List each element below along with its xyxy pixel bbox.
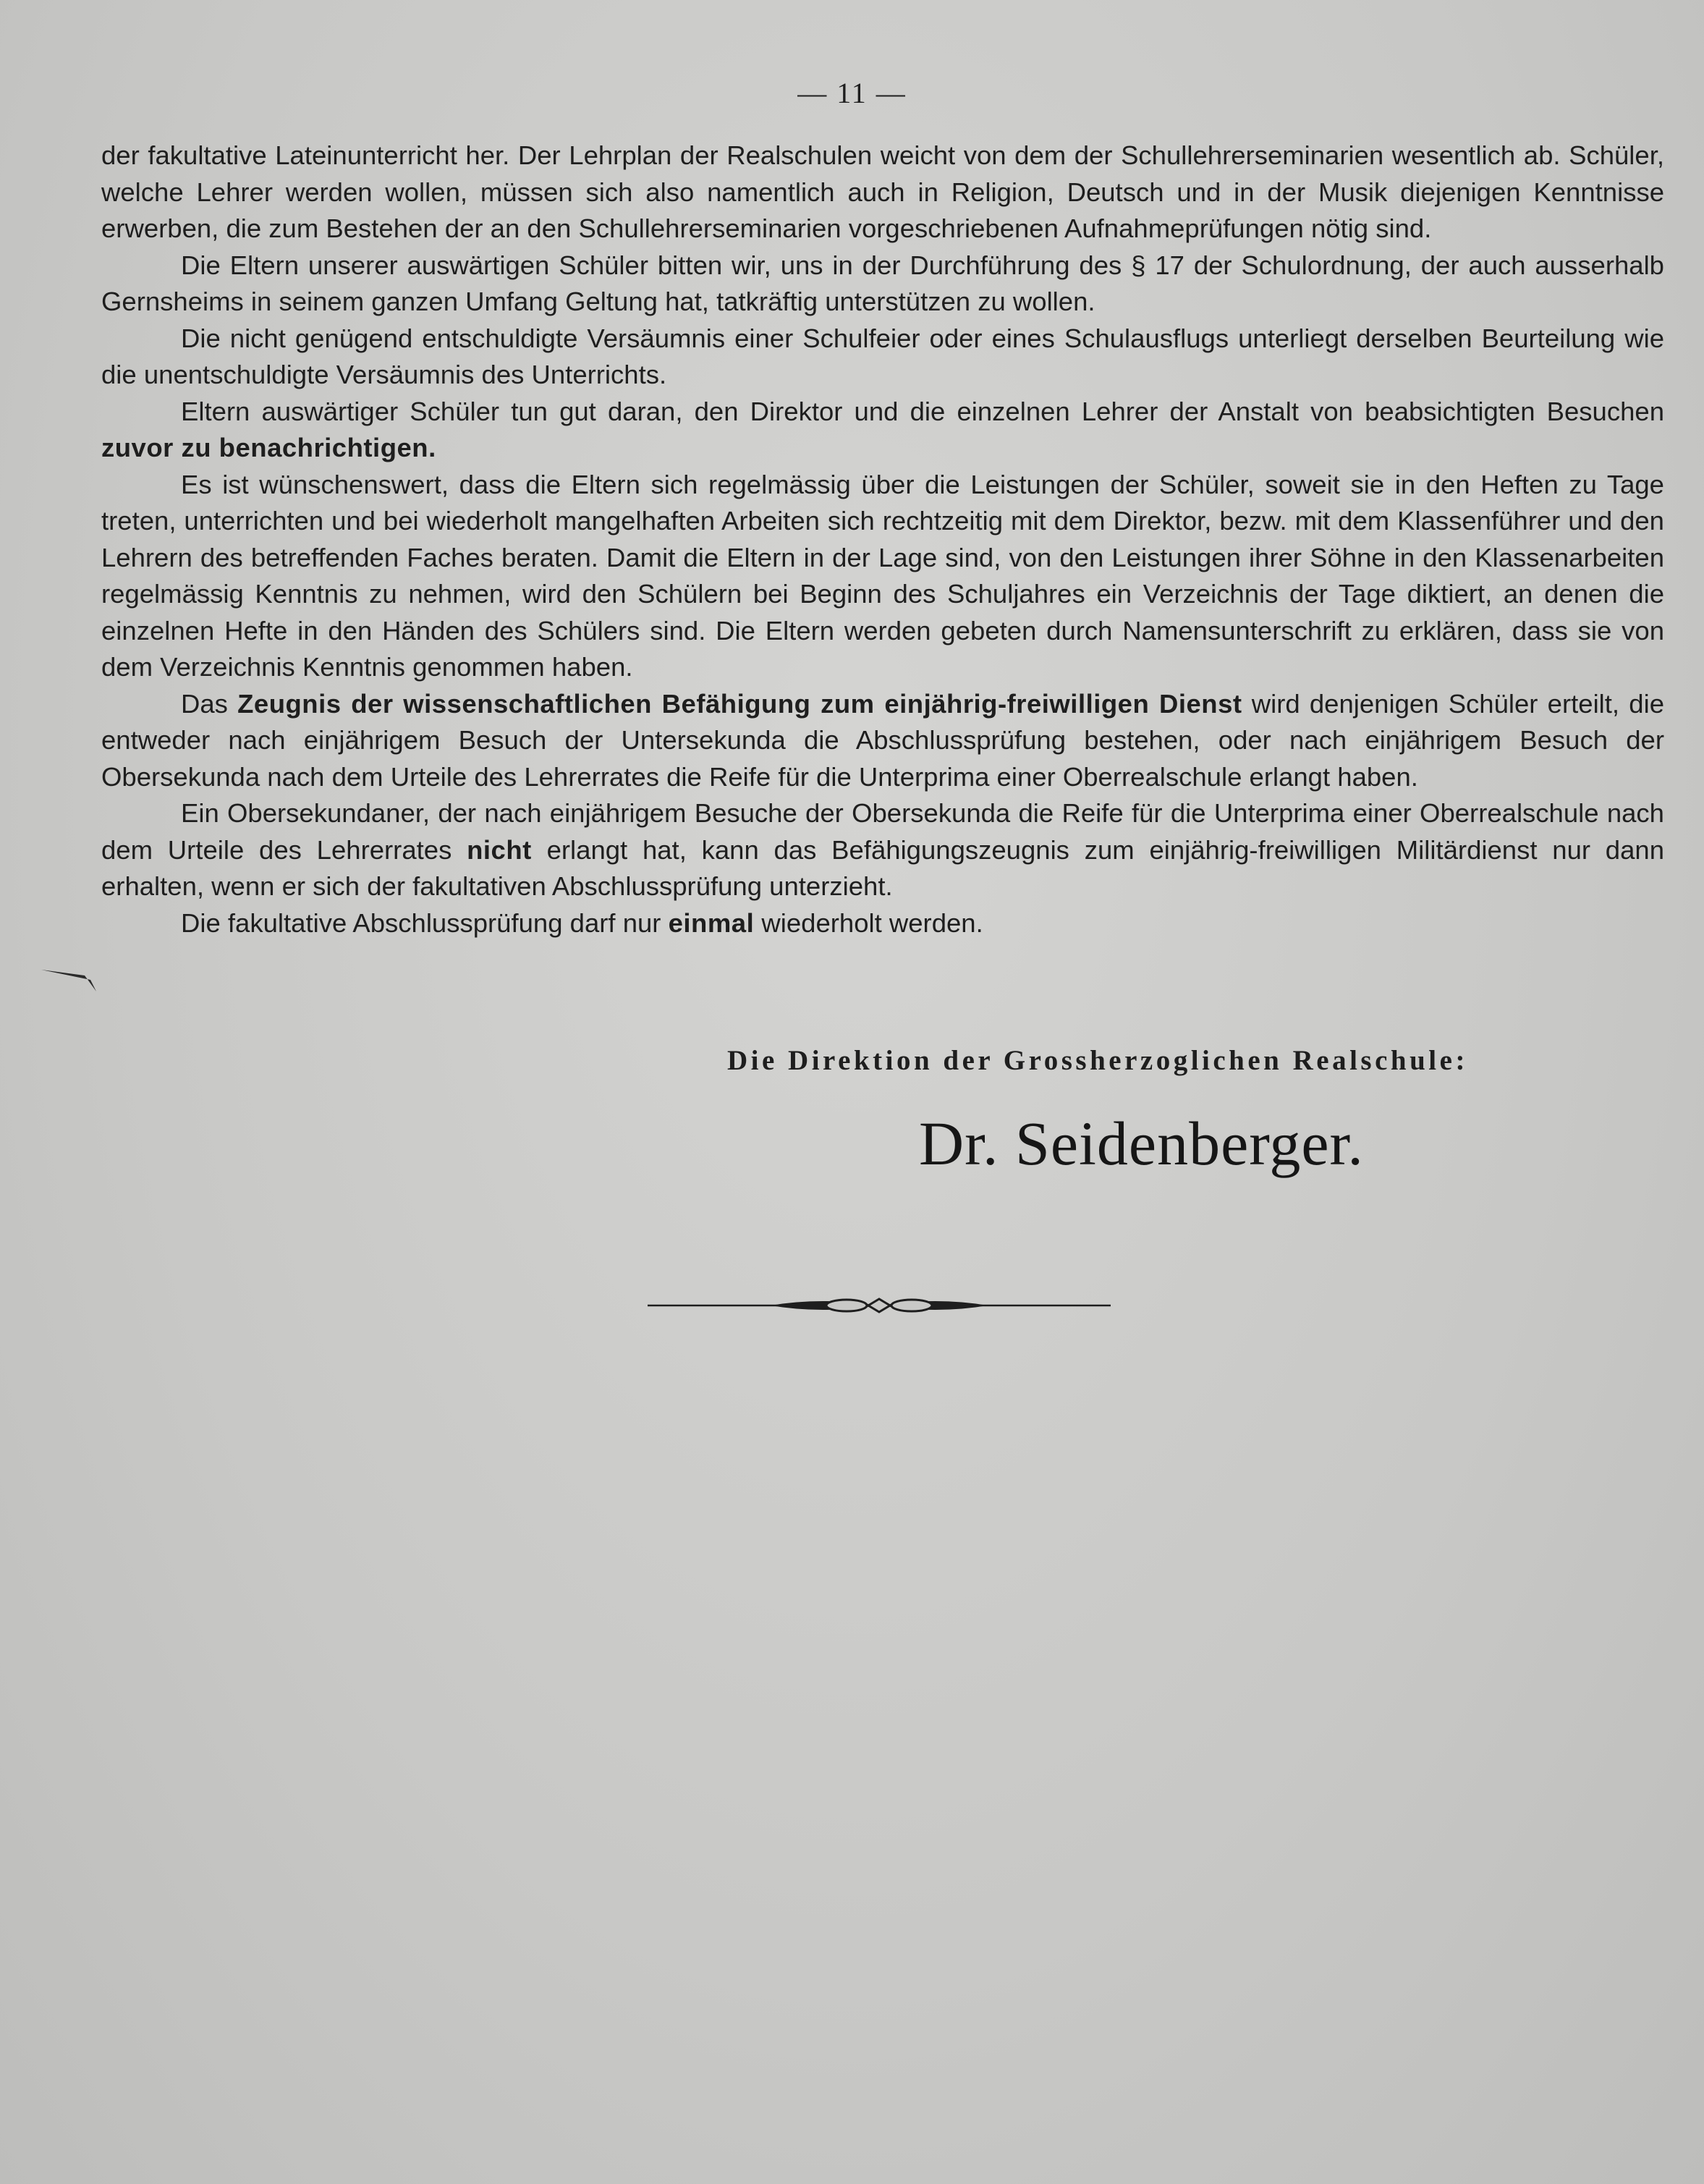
paragraph-text: wiederholt werden.	[754, 907, 983, 938]
paragraph-text: Eltern auswärtiger Schüler tun gut daran, den Direktor und die einzelnen Lehrer der Anstalt von beabsichtigten Besuchen	[181, 396, 1664, 426]
paragraph-text: Die Eltern unserer auswärtigen Schüler bitten wir, uns in der Durchführung des § 17 der Schulordnung, der auch ausserhalb Gernsheims in seinem ganzen Umfang Geltung hat, tatkräftig unterstützen zu wollen.	[101, 250, 1664, 316]
paragraph-text: Die nicht genügend entschuldigte Versäumnis einer Schulfeier oder eines Schulausflugs unterliegt derselben Beurteilung wie die unentschuldigte Versäumnis des Unterrichts.	[101, 323, 1664, 389]
page-number: — 11 —	[797, 77, 907, 109]
ornament-divider-icon	[648, 1292, 1111, 1319]
body-text	[101, 137, 1664, 941]
emphasis-text: einmal	[668, 907, 755, 938]
paragraph-external-students	[101, 247, 1664, 321]
paragraph-text: wird denjenigen Schüler erteilt, die entweder nach einjährigem Besuch der Untersekunda die Abschlussprüfung bestehen, oder nach einjährigem Besuch der Obersekunda nach dem Urteile des Lehrerrates die Reife für die Unterprima einer Oberrealschule erlangt haben.	[101, 688, 1664, 792]
paragraph-latin-instruction	[101, 137, 1664, 247]
paragraph-text: Ein Obersekundaner, der nach einjährigem Besuche der Obersekunda die Reife für die Unterprima einer Oberrealschule nach dem Urteile des Lehrerrates	[101, 798, 1664, 865]
direction-line: Die Direktion der Grossherzoglichen Realschule:	[727, 1045, 1468, 1076]
paragraph-text: Das	[181, 688, 238, 719]
paragraph-text: der fakultative Lateinunterricht her. Der Lehrplan der Realschulen weicht von dem der Schullehrerseminarien wesentlich ab. Schüler, welche Lehrer werden wollen, müssen sich also namentlich auch in Religion, Deutsch und in der Musik diejenigen Kenntnisse erwerben, die zum Bestehen der an den Schullehrerseminarien vorgeschriebenen Aufnahmeprüfungen nötig sind.	[101, 140, 1664, 243]
paragraph-text: erlangt hat, kann das Befähigungszeugnis zum einjährig-freiwilligen Militärdienst nur dann erhalten, wenn er sich der fakultativen Abschlussprüfung unterzieht.	[101, 834, 1664, 901]
emphasis-text: zuvor zu benachrichtigen.	[101, 433, 436, 462]
paragraph-performance	[101, 467, 1664, 686]
emphasis-text: Zeugnis der wissenschaftlichen Befähigung zum einjährig-freiwilligen Dienst	[237, 688, 1242, 719]
paragraph-certificate	[101, 686, 1664, 796]
paragraph-text: Die fakultative Abschlussprüfung darf nur	[181, 907, 669, 938]
signature-name: Dr. Seidenberger.	[919, 1109, 1364, 1178]
paragraph-obersekundaner	[101, 795, 1664, 905]
paragraph-visits	[101, 394, 1664, 467]
emphasis-text: nicht	[467, 834, 532, 865]
paragraph-absence	[101, 321, 1664, 394]
paragraph-exam-repeat	[101, 905, 1664, 942]
paragraph-text: Es ist wünschenswert, dass die Eltern sich regelmässig über die Leistungen der Schüler, soweit sie in den Heften zu Tage treten, unterrichten und bei wiederholt mangelhaften Arbeiten sich rechtzeitig mit dem Direktor, bezw. mit dem Klassenführer und den Lehrern des betreffenden Faches beraten. Damit die Eltern in der Lage sind, von den Leistungen ihrer Söhne in den Klassenarbeiten regelmässig Kenntnis zu nehmen, wird den Schülern bei Beginn des Schuljahres ein Verzeichnis der Tage diktiert, an denen die einzelnen Hefte in den Händen des Schülers sind. Die Eltern werden gebeten durch Namensunterschrift zu erklären, dass sie von dem Verzeichnis Kenntnis genommen haben.	[101, 469, 1664, 682]
margin-mark-icon	[40, 961, 105, 997]
